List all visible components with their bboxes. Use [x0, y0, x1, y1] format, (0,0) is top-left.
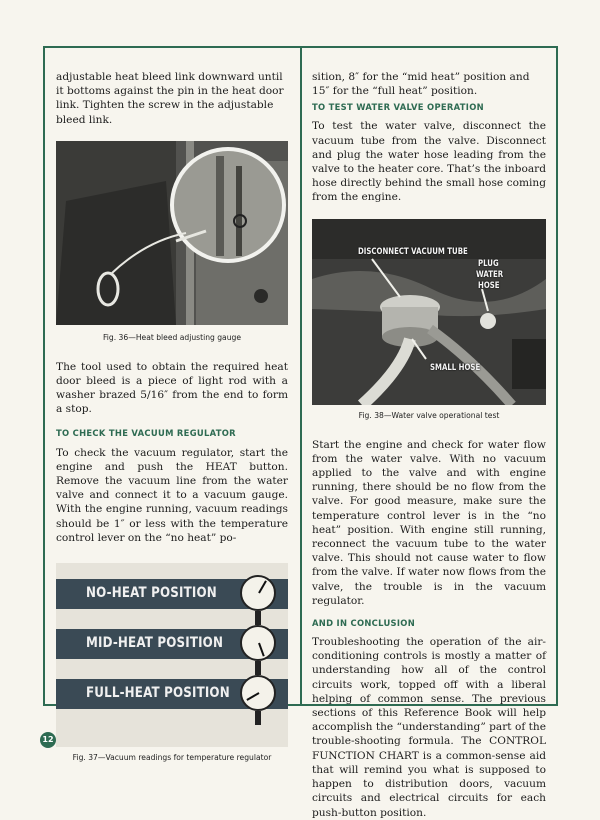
vacuum-gauge-mid-heat — [240, 625, 276, 661]
right-paragraph-3: Start the engine and check for water flow from the water valve. With no vacuum applied to the valve and with engine running, there should be no flow from the valve. For good measure, make sure the temperature control lever is in the “no heat” position. With engine still running, reconnect the vacuum tube to the water valve. This should not cause water to flow from the valve. If water now flows from the valve, the trouble is in the vacuum regulator. — [312, 438, 546, 607]
page-number-badge: 12 — [40, 732, 56, 748]
label-small-hose: SMALL HOSE — [430, 362, 481, 373]
full-heat-label: FULL-HEAT POSITION — [86, 685, 230, 702]
left-column — [56, 70, 288, 762]
heading-and-in-conclusion: AND IN CONCLUSION — [312, 618, 416, 629]
heading-check-vacuum-regulator: TO CHECK THE VACUUM REGULATOR — [56, 427, 236, 438]
column-divider — [300, 46, 302, 706]
heading-test-water-valve: TO TEST WATER VALVE OPERATION — [312, 102, 484, 113]
label-disconnect-vacuum-tube: DISCONNECT VACUUM TUBE — [358, 246, 468, 257]
figure-37-caption: Fig. 37—Vacuum readings for temperature regulator — [72, 753, 272, 763]
figure-36-photo — [56, 141, 288, 325]
label-plug: PLUG — [478, 258, 499, 269]
figure-38-photo — [312, 219, 546, 405]
left-paragraph-1: adjustable heat bleed link downward until it bottoms against the pin in the heat door link. Tighten the screw in the adjustable bleed link. — [56, 71, 284, 126]
label-hose: HOSE — [478, 280, 500, 291]
heat-bleed-gauge-photo — [56, 141, 288, 325]
right-paragraph-4: Troubleshooting the operation of the air-conditioning controls is mostly a matter of understanding how all of the control circuits work, topped off with a liberal helping of common sense. The previous sections of this Reference Book will help accomplish the “understanding” part of the trouble-shooting formula. The CONTROL FUNCTION CHART is a common-sense aid that will remind you what is supposed to happen to distribution doors, vacuum circuits and electrical circuits for each push-button position. — [312, 636, 546, 819]
vacuum-gauge-full-heat — [240, 675, 276, 711]
left-paragraph-2: The tool used to obtain the required heat door bleed is a piece of light rod with a washer brazed 5/16″ from the end to form a stop. — [56, 360, 288, 416]
label-water: WATER — [476, 269, 504, 280]
right-paragraph-1: sition, 8″ for the “mid heat” position and 15″ for the “full heat” position. — [312, 71, 530, 98]
right-column — [312, 70, 546, 820]
mid-heat-label: MID-HEAT POSITION — [86, 635, 224, 652]
gauge-stem — [255, 711, 261, 725]
figure-36-caption: Fig. 36—Heat bleed adjusting gauge — [102, 332, 242, 342]
left-paragraph-3: To check the vacuum regulator, start the engine and push the HEAT button. Remove the vacuum line from the water valve and connect it to a vacuum gauge. With the engine running, vacuum readings should be 1″ or less with the temperature control lever on the “no heat” po- — [56, 446, 288, 544]
no-heat-label: NO-HEAT POSITION — [86, 585, 217, 602]
figure-38-caption: Fig. 38—Water valve operational test — [358, 410, 500, 420]
gauge-stem — [255, 611, 261, 625]
gauge-stem — [255, 661, 261, 675]
right-paragraph-2: To test the water valve, disconnect the vacuum tube from the valve. Disconnect and plug the water hose leading from the valve to the heater core. That’s the inboard hose directly behind the small hose coming from the engine. — [312, 120, 546, 204]
vacuum-gauge-no-heat — [240, 575, 276, 611]
figure-37-board — [56, 563, 288, 747]
